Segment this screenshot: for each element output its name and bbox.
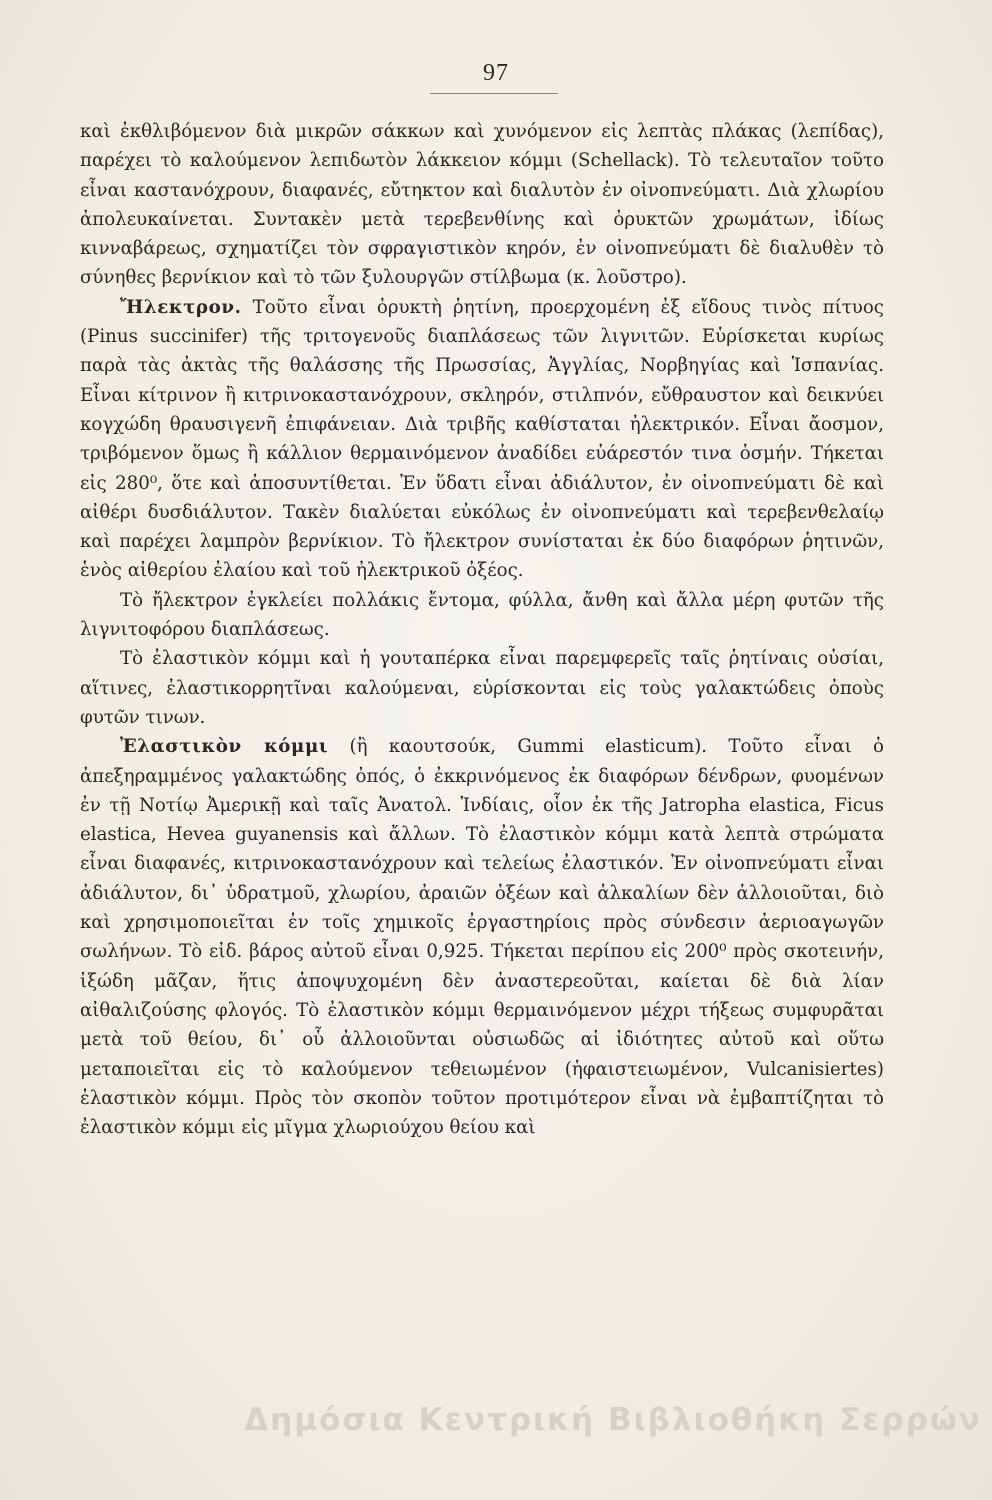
header-rule: [430, 93, 558, 94]
heading-amber: Ἤλεκτρον.: [120, 296, 242, 318]
heading-rubber: Ἐλαστικὸν κόμμι: [120, 736, 329, 758]
page-body: [80, 117, 884, 1142]
paragraph-amber-text: Τοῦτο εἶναι ὀρυκτὴ ῥητίνη, προερχομένη ἐξ εἴδους τινὸς πίτυος (Pinus succinifer) τῆς τριτογενοῦς διαπλάσεως τῶν λιγνιτῶν. Εὑρίσκεται κυρίως παρὰ τὰς ἀκτὰς τῆς θαλάσσης τῆς Πρωσσίας, Ἀγγλίας, Νορβηγίας καὶ Ἱσπανίας. Εἶναι κίτρινον ἢ κιτρινοκαστανόχρουν, σκληρόν, στιλπνόν, εὔθραυστον καὶ δεικνύει κογχώδη θραυσιγενῆ ἐπιφάνειαν. Διὰ τριβῆς καθίσταται ἠλεκτρικόν. Εἶναι ἄοσμον, τριβόμενον ὅμως ἢ κάλλιον θερμαινόμενον ἀναδίδει εὐάρεστόν τινα ὀσμήν. Τήκεται εἰς 280⁰, ὅτε καὶ ἀποσυντίθεται. Ἐν ὕδατι εἶναι ἀδιάλυτον, ἐν οἰνοπνεύματι δὲ καὶ αἰθέρι δυσδιάλυτον. Τακὲν διαλύεται εὐκόλως ἐν οἰνοπνεύματι καὶ τερεβενθελαίῳ καὶ παρέχει λαμπρὸν βερνίκιον. Τὸ ἤλεκτρον συνίσταται ἐκ δύο διαφόρων ῥητινῶν, ἑνὸς αἰθερίου ἐλαίου καὶ τοῦ ἠλεκτρικοῦ ὀξέος.: [80, 296, 884, 582]
paragraph-amber: [80, 293, 884, 586]
paragraph-elastic-resins: Τὸ ἐλαστικὸν κόμμι καὶ ἡ γουταπέρκα εἶναι παρεμφερεῖς ταῖς ῥητίναις οὐσίαι, αἵτινες, ἐλαστικορρητῖναι καλούμεναι, εὑρίσκονται εἰς τοὺς γαλακτώδεις ὀποὺς φυτῶν τινων.: [80, 648, 884, 728]
paragraph-amber-inclusions: Τὸ ἤλεκτρον ἐγκλείει πολλάκις ἔντομα, φύλλα, ἄνθη καὶ ἄλλα μέρη φυτῶν τῆς λιγνιτοφόρου διαπλάσεως.: [80, 589, 884, 641]
library-watermark: Δημόσια Κεντρική Βιβλιοθήκη Σερρών: [244, 1402, 982, 1438]
page-number: 97: [483, 60, 509, 86]
paragraph-rubber-text: (ἢ καουτσούκ, Gummi elasticum). Τοῦτο εἶναι ὁ ἀπεξηραμμένος γαλακτώδης ὀπός, ὁ ἐκκρινόμενος ἐκ διαφόρων δένδρων, φυομένων ἐν τῇ Νοτίῳ Ἀμερικῇ καὶ ταῖς Ἀνατολ. Ἰνδίαις, οἷον ἐκ τῆς Jatropha elastica, Ficus elastica, Hevea guyanensis καὶ ἄλλων. Τὸ ἐλαστικὸν κόμμι κατὰ λεπτὰ στρώματα εἶναι διαφανές, κιτρινοκαστανόχρουν καὶ τελείως ἐλαστικόν. Ἐν οἰνοπνεύματι εἶναι ἀδιάλυτον, δι᾽ ὑδρατμοῦ, χλωρίου, ἀραιῶν ὀξέων καὶ ἀλκαλίων δὲν ἀλλοιοῦται, διὸ καὶ χρησιμοποιεῖται ἐν τοῖς χημικοῖς ἐργαστηρίοις πρὸς σύνδεσιν ἀεριοαγωγῶν σωλήνων. Τὸ εἰδ. βάρος αὐτοῦ εἶναι 0,925. Τήκεται περίπου εἰς 200⁰ πρὸς σκοτεινήν, ἰξώδη μᾶζαν, ἥτις ἀποψυχομένη δὲν ἀναστερεοῦται, καίεται δὲ διὰ λίαν αἰθαλιζούσης φλογός. Τὸ ἐλαστικὸν κόμμι θερμαινόμενον μέχρι τήξεως συμφυρᾶται μετὰ τοῦ θείου, δι᾽ οὗ ἀλλοιοῦνται οὐσιωδῶς αἱ ἰδιότητες αὐτοῦ καὶ οὕτω μεταποιεῖται εἰς τὸ καλούμενον τεθειωμένον (ἡφαιστειωμένον, Vulcanisiertes) ἐλαστικὸν κόμμι. Πρὸς τὸν σκοπὸν τοῦτον προτιμότερον εἶναι νὰ ἐμβαπτίζηται τὸ ἐλαστικὸν κόμμι εἰς μῖγμα χλωριούχου θείου καὶ: [80, 736, 884, 1139]
paragraph-shellac: καὶ ἐκθλιβόμενον διὰ μικρῶν σάκκων καὶ χυνόμενον εἰς λεπτὰς πλάκας (λεπίδας), παρέχει τὸ καλούμενον λεπιδωτὸν λάκκειον κόμμι (Schellack). Τὸ τελευταῖον τοῦτο εἶναι καστανόχρουν, διαφανές, εὔτηκτον καὶ διαλυτὸν ἐν οἰνοπνεύματι. Διὰ χλωρίου ἀπολευκαίνεται. Συντακὲν μετὰ τερεβενθίνης καὶ ὀρυκτῶν χρωμάτων, ἰδίως κινναβάρεως, σχηματίζει τὸν σφραγιστικὸν κηρόν, ἐν οἰνοπνεύματι δὲ διαλυθὲν τὸ σύνηθες βερνίκιον καὶ τὸ τῶν ξυλουργῶν στίλβωμα (κ. λοῦστρο).: [80, 121, 884, 289]
paragraph-rubber: [80, 732, 884, 1142]
